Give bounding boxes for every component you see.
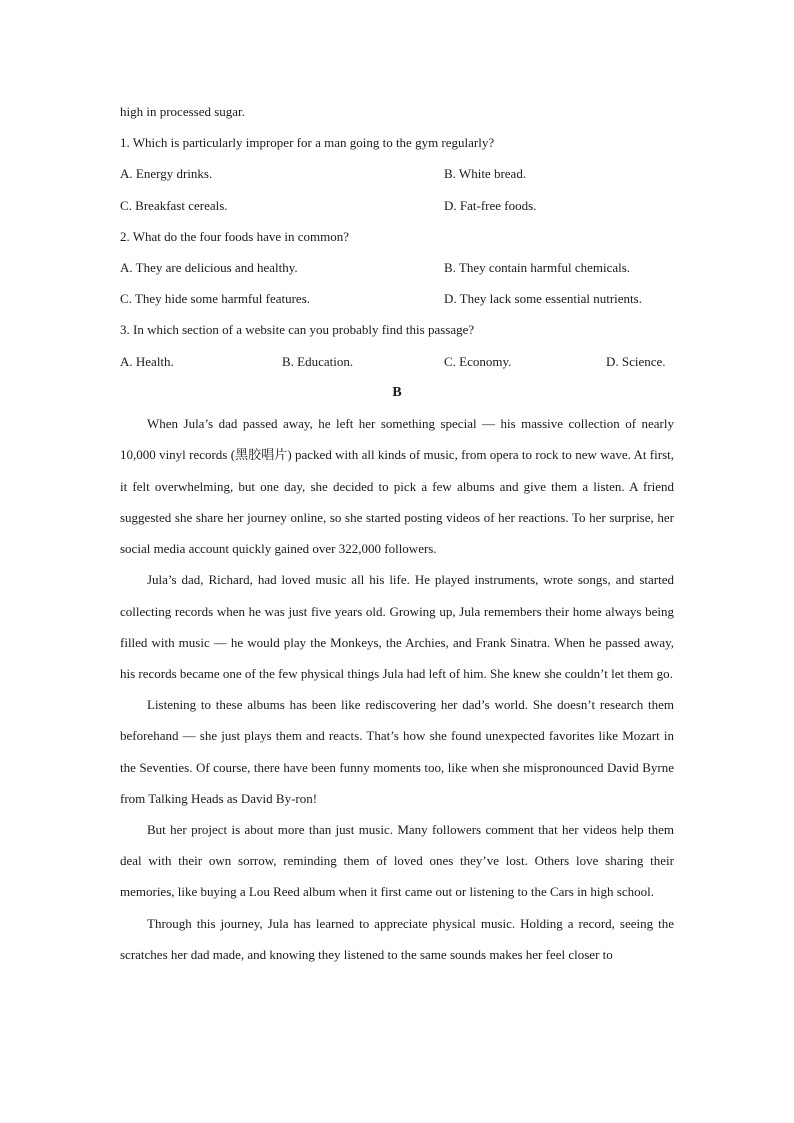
question-3-stem: 3. In which section of a website can you probably find this passage? — [120, 322, 475, 338]
document-page — [120, 102, 674, 976]
question-2-options-row-1 — [120, 258, 674, 289]
question-1-stem: 1. Which is particularly improper for a man going to the gym regularly? — [120, 135, 495, 151]
passage-a-tail: high in processed sugar. — [120, 104, 245, 119]
question-1-option-c: C. Breakfast cereals. — [120, 197, 228, 213]
question-3-option-b: B. Education. — [282, 353, 354, 369]
question-1-option-a: A. Energy drinks. — [120, 166, 213, 182]
question-1-options-row-1 — [120, 164, 674, 195]
question-3-option-d: D. Science. — [606, 353, 666, 369]
section-b-passage — [120, 408, 674, 970]
question-3-option-c: C. Economy. — [444, 353, 512, 369]
question-2-option-a: A. They are delicious and healthy. — [120, 259, 298, 275]
passage-b-paragraph-1: When Jula’s dad passed away, he left her something special — his massive collection of nearly 10,000 vinyl records (黑胶唱片) packed with all kinds of music, from opera to rock to new wave. At first, it felt overwhelming, but one day, she decided to pick a few albums and give them a listen. A friend suggested she share her journey online, so she started posting videos of her reactions. To her surprise, her social media account quickly gained over 322,000 followers. — [120, 416, 674, 557]
passage-b-paragraph-2: Jula’s dad, Richard, had loved music all his life. He played instruments, wrote songs, and started collecting records when he was just five years old. Growing up, Jula remembers their home always being filled with music — he would play the Monkeys, the Archies, and Frank Sinatra. When he passed away, his records became one of the few physical things Jula had left of him. She knew she couldn’t let them go. — [120, 572, 674, 681]
section-b-title: B — [392, 384, 402, 400]
question-1-options-row-2 — [120, 196, 674, 227]
question-2-option-d: D. They lack some essential nutrients. — [444, 291, 642, 307]
passage-b-paragraph-5: Through this journey, Jula has learned to appreciate physical music. Holding a record, seeing the scratches her dad made, and knowing they listened to the same sounds makes her feel closer to — [120, 915, 674, 962]
question-2-option-c: C. They hide some harmful features. — [120, 291, 311, 307]
question-2-option-b: B. They contain harmful chemicals. — [444, 259, 631, 275]
question-3-option-a: A. Health. — [120, 353, 174, 369]
question-3-options-row — [120, 352, 674, 383]
question-1-option-d: D. Fat-free foods. — [444, 197, 537, 213]
passage-b-paragraph-3: Listening to these albums has been like rediscovering her dad’s world. She doesn’t research them beforehand — she just plays them and reacts. That’s how she found unexpected favorites like Mozart in the Seventies. Of course, there have been funny moments too, like when she mispronounced David Byrne from Talking Heads as David By-ron! — [120, 697, 674, 806]
question-2-stem: 2. What do the four foods have in common? — [120, 228, 350, 244]
question-2-options-row-2 — [120, 289, 674, 320]
passage-b-paragraph-4: But her project is about more than just music. Many followers comment that her videos help them deal with their own sorrow, reminding them of loved ones they’ve lost. Others love sharing their memories, like buying a Lou Reed album when it first came out or listening to the Cars in high school. — [120, 821, 674, 900]
question-1-option-b: B. White bread. — [444, 166, 527, 182]
